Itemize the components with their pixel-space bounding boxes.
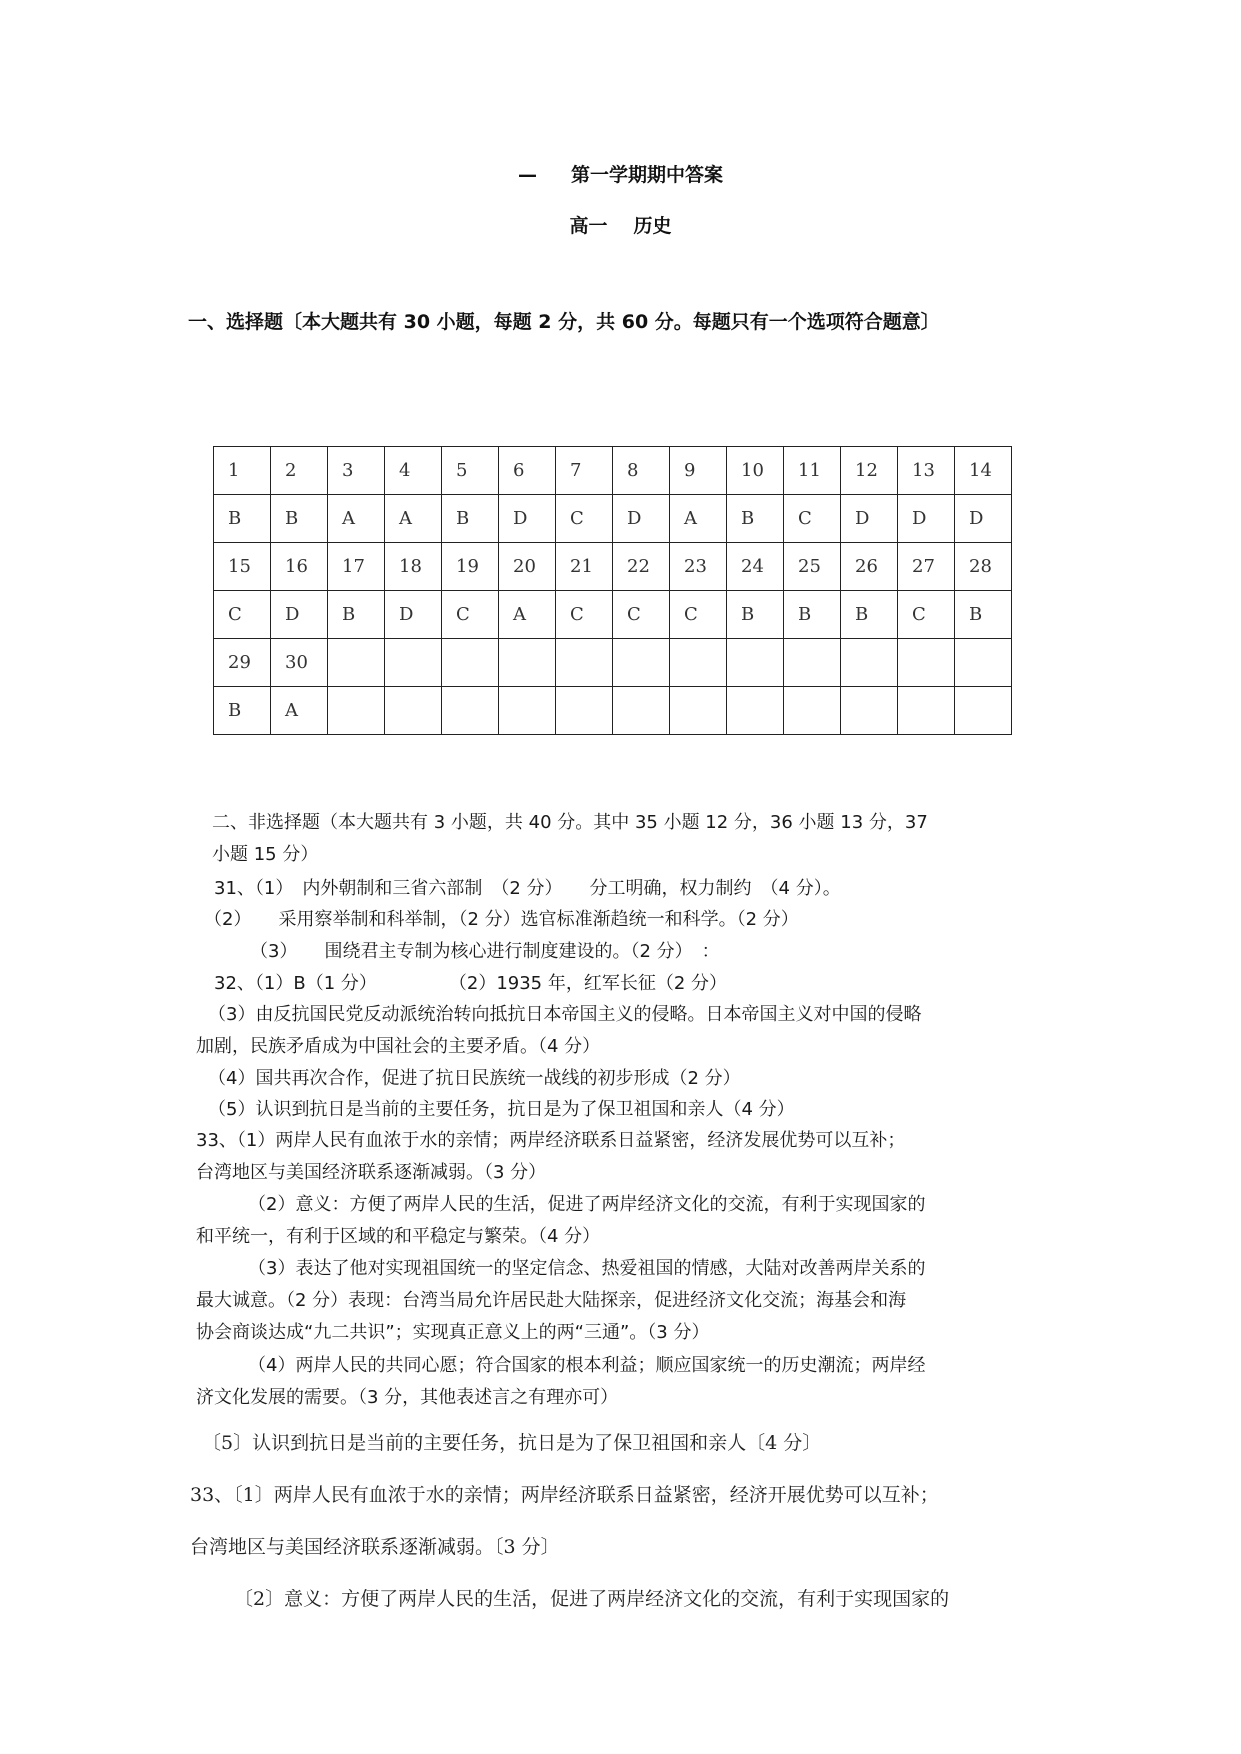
title-text: 第一学期期中答案 — [570, 164, 723, 186]
question-number-row — [214, 543, 1012, 591]
question-number-cell: 2 — [271, 447, 328, 495]
question-number-cell: 27 — [898, 543, 955, 591]
q33-part1-line2: 台湾地区与美国经济联系逐渐减弱。（3 分） — [196, 1162, 547, 1183]
question-number-cell: 14 — [955, 447, 1012, 495]
question-number-cell: 24 — [727, 543, 784, 591]
tail-line-2: 33、〔1〕两岸人民有血浓于水的亲情；两岸经济联系日益紧密，经济开展优势可以互补； — [190, 1484, 939, 1506]
answer-cell: D — [499, 495, 556, 543]
answer-cell — [898, 687, 955, 735]
question-number-cell: 19 — [442, 543, 499, 591]
answer-cell: B — [328, 591, 385, 639]
question-number-cell: 15 — [214, 543, 271, 591]
answer-cell: A — [271, 687, 328, 735]
question-number-cell: 1 — [214, 447, 271, 495]
answer-cell: C — [784, 495, 841, 543]
tail-line-4: 〔2〕意义：方便了两岸人民的生活，促进了两岸经济文化的交流，有利于实现国家的 — [234, 1588, 950, 1610]
q32-part4: （4）国共再次合作，促进了抗日民族统一战线的初步形成（2 分） — [208, 1068, 741, 1089]
answer-cell: C — [442, 591, 499, 639]
answer-cell — [955, 687, 1012, 735]
question-number-row — [214, 447, 1012, 495]
tail-line-3: 台湾地区与美国经济联系逐渐减弱。〔3 分〕 — [190, 1536, 560, 1558]
question-number-cell — [385, 639, 442, 687]
answer-cell — [556, 687, 613, 735]
answer-cell: B — [727, 495, 784, 543]
answer-table — [213, 446, 1012, 735]
q31-part3: （3） 围绕君主专制为核心进行制度建设的。（2 分） ： — [250, 941, 720, 962]
q32-part5: （5）认识到抗日是当前的主要任务，抗日是为了保卫祖国和亲人（4 分） — [208, 1099, 795, 1120]
answer-cell: D — [613, 495, 670, 543]
tail-line-1: 〔5〕认识到抗日是当前的主要任务，抗日是为了保卫祖国和亲人〔4 分〕 — [202, 1432, 822, 1454]
question-number-cell — [898, 639, 955, 687]
answer-row — [214, 591, 1012, 639]
answer-cell — [670, 687, 727, 735]
answer-cell: B — [442, 495, 499, 543]
question-number-cell: 17 — [328, 543, 385, 591]
question-number-cell: 18 — [385, 543, 442, 591]
section2-heading-line1: 二、非选择题（本大题共有 3 小题，共 40 分。其中 35 小题 12 分，36 小题 13 分，37 — [212, 812, 928, 833]
question-number-cell — [613, 639, 670, 687]
question-number-cell — [328, 639, 385, 687]
q33-part4-line2: 济文化发展的需要。（3 分，其他表述言之有理亦可） — [196, 1387, 619, 1408]
document-title — [0, 160, 1241, 187]
subject-label: 历史 — [633, 215, 672, 237]
question-number-cell: 28 — [955, 543, 1012, 591]
answer-cell — [727, 687, 784, 735]
answer-cell: B — [214, 495, 271, 543]
q33-part2-line1: （2）意义：方便了两岸人民的生活，促进了两岸经济文化的交流，有利于实现国家的 — [248, 1194, 926, 1215]
answer-cell: B — [271, 495, 328, 543]
question-number-cell — [556, 639, 613, 687]
answer-row — [214, 495, 1012, 543]
question-number-row — [214, 639, 1012, 687]
q33-part3-line2: 最大诚意。（2 分）表现：台湾当局允许居民赴大陆探亲，促进经济文化交流；海基会和海 — [196, 1290, 907, 1311]
answer-row — [214, 687, 1012, 735]
question-number-cell: 8 — [613, 447, 670, 495]
answer-cell: C — [670, 591, 727, 639]
title-dash: — — [517, 164, 537, 186]
question-number-cell: 7 — [556, 447, 613, 495]
question-number-cell: 3 — [328, 447, 385, 495]
question-number-cell: 22 — [613, 543, 670, 591]
q32-part3-line1: （3）由反抗国民党反动派统治转向抵抗日本帝国主义的侵略。日本帝国主义对中国的侵略 — [208, 1004, 922, 1025]
answer-cell — [613, 687, 670, 735]
answer-cell — [499, 687, 556, 735]
question-number-cell — [670, 639, 727, 687]
question-number-cell: 26 — [841, 543, 898, 591]
answer-cell: C — [214, 591, 271, 639]
question-number-cell: 13 — [898, 447, 955, 495]
q31-part1: 31、（1） 内外朝制和三省六部制 （2 分） 分工明确，权力制约 （4 分）。 — [214, 878, 841, 899]
answer-cell: D — [898, 495, 955, 543]
question-number-cell — [955, 639, 1012, 687]
question-number-cell: 25 — [784, 543, 841, 591]
question-number-cell: 29 — [214, 639, 271, 687]
question-number-cell — [442, 639, 499, 687]
question-number-cell: 30 — [271, 639, 328, 687]
answer-cell: C — [898, 591, 955, 639]
question-number-cell: 21 — [556, 543, 613, 591]
answer-cell: C — [556, 495, 613, 543]
q31-part2: （2） 采用察举制和科举制，（2 分）选官标准渐趋统一和科学。（2 分） — [204, 909, 799, 930]
answer-cell: B — [841, 591, 898, 639]
question-number-cell: 12 — [841, 447, 898, 495]
answer-cell — [442, 687, 499, 735]
question-number-cell: 5 — [442, 447, 499, 495]
question-number-cell: 20 — [499, 543, 556, 591]
section2-heading-line2: 小题 15 分） — [212, 844, 319, 865]
question-number-cell: 10 — [727, 447, 784, 495]
question-number-cell — [841, 639, 898, 687]
q32-part1-2: 32、（1）B（1 分） （2）1935 年，红军长征（2 分） — [214, 973, 728, 994]
answer-cell — [385, 687, 442, 735]
answer-cell: C — [613, 591, 670, 639]
question-number-cell: 23 — [670, 543, 727, 591]
q33-part1-line1: 33、（1）两岸人民有血浓于水的亲情；两岸经济联系日益紧密，经济发展优势可以互补； — [196, 1130, 906, 1151]
answer-cell: A — [385, 495, 442, 543]
question-number-cell — [499, 639, 556, 687]
answer-cell — [784, 687, 841, 735]
q33-part4-line1: （4）两岸人民的共同心愿；符合国家的根本利益；顺应国家统一的历史潮流；两岸经 — [248, 1355, 926, 1376]
answer-cell: B — [727, 591, 784, 639]
section1-heading: 一、选择题〔本大题共有 30 小题，每题 2 分，共 60 分。每题只有一个选项符合题意〕 — [188, 311, 940, 333]
answer-cell: C — [556, 591, 613, 639]
q33-part3-line1: （3）表达了他对实现祖国统一的坚定信念、热爱祖国的情感，大陆对改善两岸关系的 — [248, 1258, 926, 1279]
question-number-cell: 9 — [670, 447, 727, 495]
question-number-cell — [727, 639, 784, 687]
answer-cell: D — [955, 495, 1012, 543]
q33-part3-line3: 协会商谈达成“九二共识”；实现真正意义上的两“三通”。（3 分） — [196, 1322, 710, 1343]
q32-part3-line2: 加剧，民族矛盾成为中国社会的主要矛盾。（4 分） — [196, 1036, 601, 1057]
answer-cell: B — [955, 591, 1012, 639]
answer-cell: B — [784, 591, 841, 639]
question-number-cell: 6 — [499, 447, 556, 495]
answer-cell: D — [841, 495, 898, 543]
document-subtitle — [0, 211, 1241, 238]
answer-cell — [841, 687, 898, 735]
answer-cell: A — [499, 591, 556, 639]
question-number-cell: 4 — [385, 447, 442, 495]
answer-cell: A — [328, 495, 385, 543]
question-number-cell — [784, 639, 841, 687]
answer-cell: A — [670, 495, 727, 543]
question-number-cell: 16 — [271, 543, 328, 591]
answer-cell: D — [385, 591, 442, 639]
answer-cell: D — [271, 591, 328, 639]
answer-cell: B — [214, 687, 271, 735]
q33-part2-line2: 和平统一，有利于区域的和平稳定与繁荣。（4 分） — [196, 1226, 601, 1247]
question-number-cell: 11 — [784, 447, 841, 495]
answer-cell — [328, 687, 385, 735]
grade-label: 高一 — [569, 215, 608, 237]
